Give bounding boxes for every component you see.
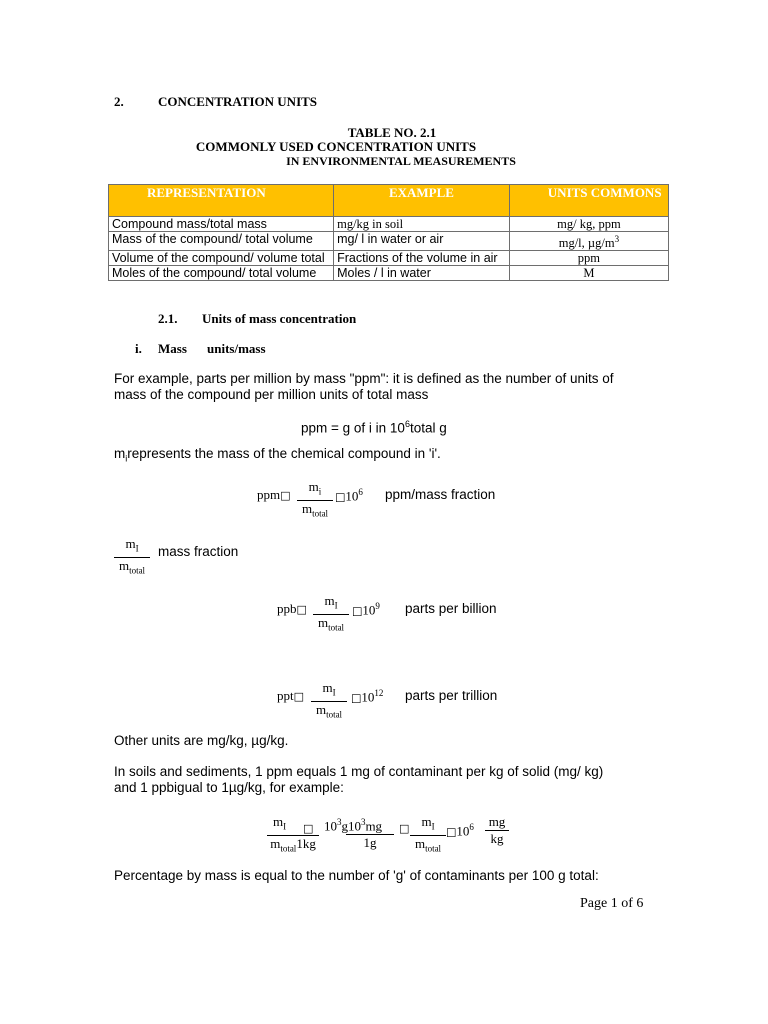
- missing-glyph-icon: □: [280, 489, 291, 502]
- fraction-numerator: $10^3g10^3mg$: [323, 817, 383, 834]
- table-cell: Moles / l in water: [334, 266, 510, 281]
- fraction-denominator: $m_{total}$: [301, 500, 329, 519]
- section-number: 2.: [114, 94, 124, 109]
- ppt-fraction: [311, 680, 347, 722]
- ppm-equation-label: ppm/mass fraction: [385, 487, 496, 502]
- mi-description: represents the mass of the chemical compound in 'i'.: [127, 446, 441, 461]
- subsection-title: Units of mass concentration: [202, 311, 357, 326]
- table-cell: Compound mass/total mass: [109, 217, 334, 232]
- missing-glyph-icon: □: [351, 691, 362, 705]
- soils-paragraph: In soils and sediments, 1 ppm equals 1 mg of contaminant per kg of solid (mg/ kg) and 1 ppbigual to 1µg/kg, for example:: [114, 764, 604, 795]
- subsection-number: 2.1.: [158, 311, 178, 326]
- fraction-numerator: $m_I$: [125, 536, 139, 554]
- fraction-denominator: kg: [490, 831, 504, 846]
- table-row: [109, 251, 669, 266]
- table-cell: mg/ kg, ppm: [509, 217, 668, 232]
- fraction-numerator: $m_I$: [322, 680, 336, 698]
- percentage-paragraph: Percentage by mass is equal to the number of 'g' of contaminants per 100 g total:: [114, 868, 599, 883]
- fraction-denominator: $m_{total}$: [315, 701, 343, 720]
- ppm-equation-factor: $□10^6$: [335, 487, 363, 504]
- table-cell: [509, 232, 668, 251]
- table-cell: Fractions of the volume in air: [334, 251, 510, 266]
- ppm-definition-right: total g: [409, 420, 447, 436]
- table-row: [109, 266, 669, 281]
- ppm-definition: [301, 416, 447, 437]
- example-fraction-2: [312, 814, 394, 851]
- example-fraction-4: [485, 814, 509, 847]
- missing-glyph-icon: □: [303, 822, 314, 835]
- fraction-numerator: $m_i$: [308, 479, 322, 497]
- missing-glyph-icon: □: [293, 690, 305, 703]
- concentration-units-table: [108, 184, 669, 281]
- fraction-denominator: $m_{total}$: [317, 614, 345, 633]
- units-superscript: 3: [614, 234, 620, 244]
- fraction-denominator: 1g: [363, 835, 377, 851]
- ppm-equation-lhs: [257, 487, 291, 503]
- table-cell: mg/kg in soil: [334, 217, 510, 232]
- table-cell: Volume of the compound/ volume total: [109, 251, 334, 266]
- ppt-equation-factor: $□10^{12}$: [351, 688, 384, 705]
- missing-glyph-icon: □: [446, 825, 457, 839]
- table-cell: Mass of the compound/ total volume: [109, 232, 334, 251]
- missing-glyph-icon: □: [335, 490, 346, 504]
- fraction-denominator: $m_{total}1kg$: [270, 835, 316, 854]
- table-cell: Moles of the compound/ total volume: [109, 266, 334, 281]
- table-caption-subtitle: IN ENVIRONMENTAL MEASUREMENTS: [286, 154, 516, 168]
- fraction-numerator: $m_I$: [324, 593, 338, 611]
- fraction-numerator: mg: [488, 814, 506, 829]
- table-header-representation: REPRESENTATION: [109, 185, 334, 217]
- ppm-definition-left: ppm = g of i in 10: [301, 420, 405, 436]
- table-row: [109, 232, 669, 251]
- units-text: mg/l, µg/m: [558, 236, 615, 251]
- mi-definition: [114, 446, 441, 467]
- example-fraction-3: [410, 814, 446, 856]
- table-caption-number: TABLE NO. 2.1: [347, 125, 437, 140]
- mi-symbol: m: [114, 446, 126, 461]
- equation-lhs: ppm: [257, 487, 281, 502]
- table-row: [109, 217, 669, 232]
- item-title-units: units/mass: [207, 341, 266, 356]
- ppt-equation-label: parts per trillion: [405, 688, 498, 703]
- fraction-denominator: $m_{total}$: [118, 557, 146, 576]
- table-header-units: UNITS COMMONS: [509, 185, 668, 217]
- item-title: Mass: [158, 341, 187, 356]
- missing-glyph-icon: □: [352, 604, 363, 618]
- other-units-text: Other units are mg/kg, µg/kg.: [114, 733, 289, 748]
- ppm-intro-paragraph: For example, parts per million by mass "ppm": it is defined as the number of units of mass of the compound per million units of total mass: [114, 371, 614, 402]
- table-caption-title: COMMONLY USED CONCENTRATION UNITS: [195, 139, 477, 154]
- item-number: i.: [135, 341, 142, 356]
- mi-subscript: i: [125, 453, 128, 464]
- ppb-equation-lhs: ppb□: [277, 601, 307, 616]
- ppb-fraction: [313, 593, 349, 635]
- table-cell: M: [509, 266, 668, 281]
- fraction-numerator: $m_I$: [421, 814, 435, 832]
- ppb-equation-factor: $□10^9$: [352, 601, 380, 618]
- ppb-equation-label: parts per billion: [405, 601, 497, 616]
- fraction-denominator: $m_{total}$: [414, 835, 442, 854]
- table-cell: ppm: [509, 251, 668, 266]
- table-header-example: EXAMPLE: [334, 185, 510, 217]
- table-header-row: [109, 185, 669, 217]
- section-title: CONCENTRATION UNITS: [158, 94, 318, 109]
- mass-fraction-fraction: [114, 536, 150, 578]
- ppm-definition-exponent: 6: [404, 419, 410, 429]
- ppt-equation-lhs: ppt□: [277, 688, 305, 703]
- mass-fraction-label: mass fraction: [158, 544, 239, 559]
- ppm-fraction: [297, 479, 333, 521]
- fraction-numerator: $m_I$: [273, 814, 287, 832]
- page-number: Page 1 of 6: [580, 896, 644, 911]
- missing-glyph-icon: □: [296, 603, 307, 616]
- example-factor: $□10^6$: [446, 822, 474, 839]
- missing-glyph-icon: □: [399, 822, 410, 835]
- table-cell: mg/ l in water or air: [334, 232, 510, 251]
